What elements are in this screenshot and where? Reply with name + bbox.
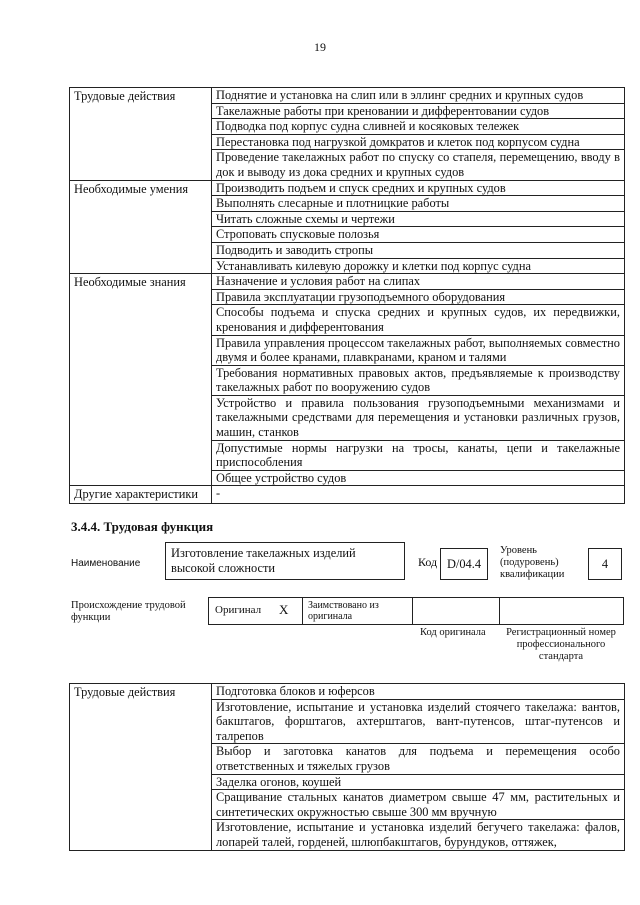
- table-cell: Поднятие и установка на слип или в эллинг средних и крупных судов: [212, 88, 625, 104]
- table-cell: Устройство и правила пользования грузоподъемными механизмами и такелажными средствами для перемещения и установки различных грузов, машин, станков: [212, 395, 625, 440]
- table-cell: Правила управления процессом такелажных работ, выполняемых совместно двумя и более кранами, плавкранами, краном и талями: [212, 335, 625, 365]
- reg-number-label: Регистрационный номер профессионального стандарта: [506, 627, 616, 662]
- table-cell: Строповать спусковые полозья: [212, 227, 625, 243]
- origin-label: Происхождение трудовой функции: [71, 600, 186, 623]
- table-cell: Общее устройство судов: [212, 470, 625, 486]
- row-label: Трудовые действия: [70, 88, 212, 181]
- table-cell: Такелажные работы при креновании и дифферентовании судов: [212, 103, 625, 119]
- row-label: Другие характеристики: [70, 486, 212, 504]
- level-label: Уровень (подуровень) квалификации: [500, 545, 565, 580]
- table-cell: Изготовление, испытание и установка изделий бегучего такелажа: фалов, лопарей талей, горденей, шлюпбакштагов, бурундуков, оттяжек,: [212, 820, 625, 850]
- row-label: Необходимые знания: [70, 274, 212, 486]
- table-cell: Назначение и условия работ на слипах: [212, 274, 625, 290]
- table-row: [70, 486, 625, 504]
- code-value: D/04.4: [446, 556, 482, 571]
- table-row: [70, 274, 625, 290]
- competency-table-2: [69, 683, 625, 851]
- name-label: Наименование: [71, 558, 141, 569]
- table-cell: Перестановка под нагрузкой домкратов и клеток под корпусом судна: [212, 134, 625, 150]
- table-cell: Требования нормативных правовых актов, предъявляемые к производству такелажных работ по вооружению судов: [212, 365, 625, 395]
- table-cell: Производить подъем и спуск средних и крупных судов: [212, 180, 625, 196]
- competency-table: [69, 87, 625, 504]
- divider: [412, 597, 413, 625]
- code-original-label: Код оригинала: [420, 627, 486, 638]
- origin-box: [208, 597, 624, 625]
- divider: [499, 597, 500, 625]
- row-label: Необходимые умения: [70, 180, 212, 274]
- table-cell: Допустимые нормы нагрузки на тросы, канаты, цепи и такелажные приспособления: [212, 440, 625, 470]
- function-name-box: [165, 542, 405, 580]
- table-row: [70, 88, 625, 104]
- table-cell: Проведение такелажных работ по спуску со стапеля, перемещению, вводу в док и выводу из дока средних и крупных судов: [212, 150, 625, 180]
- table-cell: -: [212, 486, 625, 504]
- code-label: Код: [418, 555, 438, 569]
- table-cell: Сращивание стальных канатов диаметром свыше 47 мм, растительных и синтетических окружностью свыше 300 мм вручную: [212, 790, 625, 820]
- table-cell: Способы подъема и спуска средних и крупных судов, их передвижки, кренования и дифферентования: [212, 305, 625, 335]
- table-cell: Подводить и заводить стропы: [212, 242, 625, 258]
- table-cell: Выполнять слесарные и плотницкие работы: [212, 196, 625, 212]
- table-cell: Заделка огонов, коушей: [212, 774, 625, 790]
- row-label: Трудовые действия: [70, 684, 212, 851]
- function-name: Изготовление такелажных изделий высокой сложности: [171, 546, 356, 575]
- code-box: [440, 548, 488, 580]
- table-cell: Подводка под корпус судна сливней и косяковых тележек: [212, 119, 625, 135]
- table-cell: Выбор и заготовка канатов для подъема и перемещения особо ответственных и тяжелых грузов: [212, 744, 625, 774]
- table-cell: Подготовка блоков и юферсов: [212, 684, 625, 700]
- table-row: [70, 180, 625, 196]
- level-box: [588, 548, 622, 580]
- page-number: 19: [314, 40, 326, 54]
- table-cell: Правила эксплуатации грузоподъемного оборудования: [212, 289, 625, 305]
- table-cell: Изготовление, испытание и установка изделий стоячего такелажа: вантов, бакштагов, форштагов, ахтерштагов, вант-путенсов, штаг-путенсов и талрепов: [212, 699, 625, 744]
- section-title: 3.4.4. Трудовая функция: [71, 519, 214, 534]
- original-label: Оригинал: [215, 604, 262, 616]
- level-value: 4: [601, 556, 609, 571]
- borrowed-label: Заимствовано из оригинала: [308, 600, 379, 622]
- divider: [302, 597, 303, 625]
- table-cell: Устанавливать килевую дорожку и клетки под корпус судна: [212, 258, 625, 274]
- original-mark: X: [279, 602, 289, 617]
- table-cell: Читать сложные схемы и чертежи: [212, 211, 625, 227]
- table-row: [70, 684, 625, 700]
